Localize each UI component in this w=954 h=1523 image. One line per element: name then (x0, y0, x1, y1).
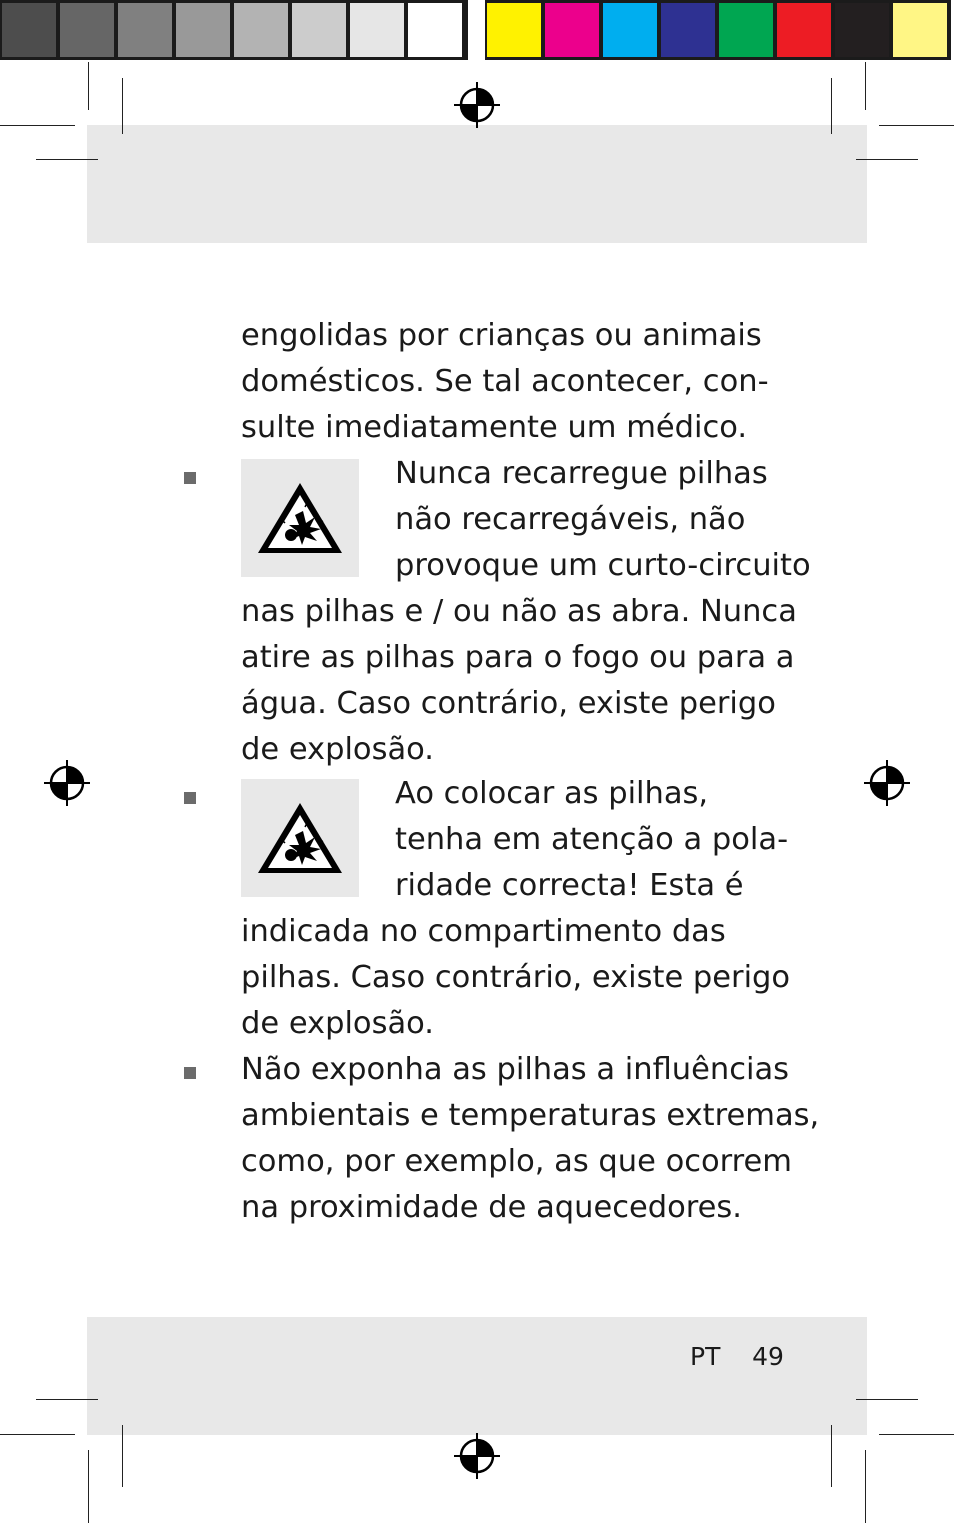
gray-swatch-7 (350, 3, 404, 57)
text-line: sulte imediatamente um médico. (241, 410, 748, 445)
crop-mark (36, 1399, 98, 1400)
gray-swatch-2 (60, 3, 114, 57)
process-color-calibration-bar (485, 0, 951, 60)
crop-mark (865, 62, 866, 110)
red-swatch (777, 3, 831, 57)
crop-mark (88, 1450, 89, 1523)
text-line: provoque um curto-circuito (395, 548, 811, 583)
crop-mark (856, 159, 918, 160)
explosion-warning-icon (255, 799, 345, 877)
gray-swatch-8 (408, 3, 462, 57)
page-footer (690, 1339, 784, 1375)
text-line: de explosão. (241, 1006, 434, 1041)
crop-mark (831, 78, 832, 134)
light-yellow-swatch (893, 3, 947, 57)
crop-mark (879, 125, 954, 126)
footer-band (87, 1317, 867, 1435)
black-swatch (835, 3, 889, 57)
blue-swatch (661, 3, 715, 57)
text-line: ridade correcta! Esta é (395, 868, 744, 903)
registration-mark-icon (44, 760, 90, 806)
crop-mark (0, 1434, 75, 1435)
crop-mark (36, 159, 98, 160)
text-line: nas pilhas e / ou não as abra. Nunca (241, 594, 797, 629)
text-line: engolidas por crianças ou animais (241, 318, 762, 353)
text-line: Ao colocar as pilhas, (395, 776, 709, 811)
yellow-swatch (487, 3, 541, 57)
text-line: como, por exemplo, as que ocorrem (241, 1144, 793, 1179)
crop-mark (0, 125, 75, 126)
warning-box (241, 459, 359, 577)
text-line: Não exponha as pilhas a influências (241, 1052, 790, 1087)
gray-swatch-4 (176, 3, 230, 57)
crop-mark (88, 62, 89, 110)
magenta-swatch (545, 3, 599, 57)
crop-mark (856, 1399, 918, 1400)
language-code: PT (690, 1342, 721, 1371)
explosion-warning-icon (255, 479, 345, 557)
green-swatch (719, 3, 773, 57)
text-line: na proximidade de aquecedores. (241, 1190, 742, 1225)
crop-mark (831, 1425, 832, 1487)
bullet-square (184, 472, 196, 484)
text-line: domésticos. Se tal acontecer, con- (241, 364, 769, 399)
bullet-square (184, 792, 196, 804)
text-line: de explosão. (241, 732, 434, 767)
crop-mark (879, 1434, 954, 1435)
text-line: indicada no compartimento das (241, 914, 726, 949)
registration-mark-icon (454, 82, 500, 128)
grayscale-calibration-bar (0, 0, 468, 60)
bullet-square (184, 1067, 196, 1079)
warning-box (241, 779, 359, 897)
gray-swatch-6 (292, 3, 346, 57)
registration-mark-icon (454, 1433, 500, 1479)
crop-mark (865, 1450, 866, 1523)
text-line: atire as pilhas para o fogo ou para a (241, 640, 795, 675)
text-line: Nunca recarregue pilhas (395, 456, 768, 491)
header-band (87, 125, 867, 243)
gray-swatch-3 (118, 3, 172, 57)
text-line: água. Caso contrário, existe perigo (241, 686, 776, 721)
text-line: ambientais e temperaturas extremas, (241, 1098, 820, 1133)
text-line: tenha em atenção a pola- (395, 822, 789, 857)
gray-swatch-5 (234, 3, 288, 57)
text-line: pilhas. Caso contrário, existe perigo (241, 960, 791, 995)
crop-mark (122, 1425, 123, 1487)
cyan-swatch (603, 3, 657, 57)
page-number: 49 (752, 1342, 784, 1371)
crop-mark (122, 78, 123, 134)
registration-mark-icon (864, 760, 910, 806)
text-line: não recarregáveis, não (395, 502, 746, 537)
gray-swatch-1 (2, 3, 56, 57)
